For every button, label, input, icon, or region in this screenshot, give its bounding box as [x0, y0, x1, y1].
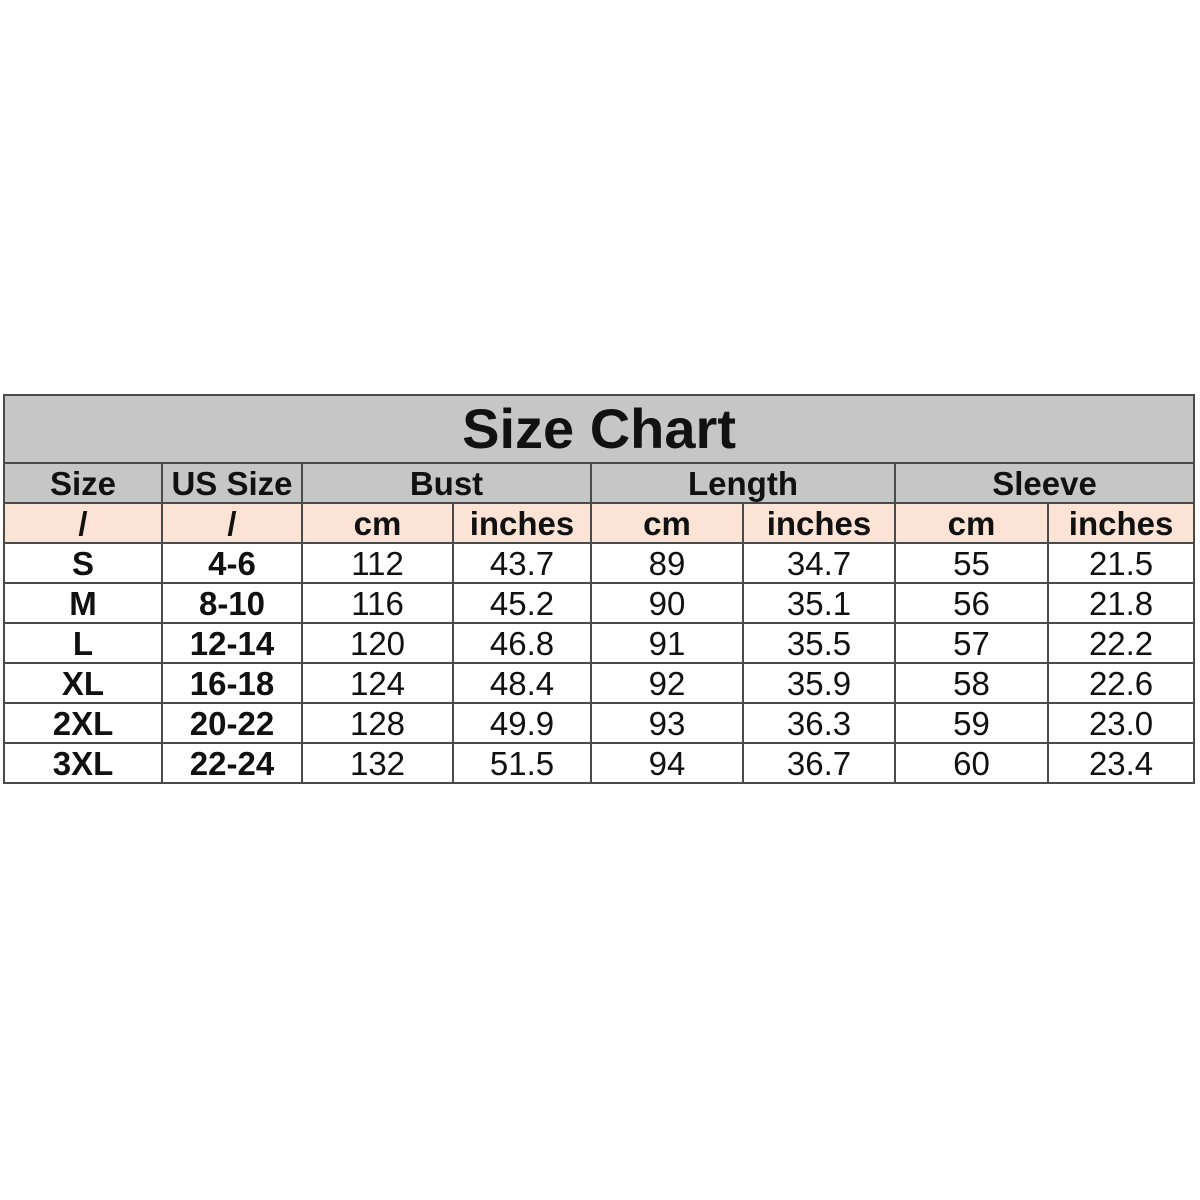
table-row — [4, 743, 1194, 783]
table-cell: XL — [4, 663, 162, 703]
table-cell: 59 — [895, 703, 1048, 743]
table-cell: 132 — [302, 743, 453, 783]
table-cell: 2XL — [4, 703, 162, 743]
unit-row — [4, 503, 1194, 543]
table-cell: 49.9 — [453, 703, 591, 743]
table-cell: 12-14 — [162, 623, 302, 663]
table-cell: 36.3 — [743, 703, 895, 743]
table-cell: 55 — [895, 543, 1048, 583]
header-length: Length — [591, 463, 895, 503]
table-cell: L — [4, 623, 162, 663]
table-cell: 90 — [591, 583, 743, 623]
table-cell: 34.7 — [743, 543, 895, 583]
unit-cell: cm — [302, 503, 453, 543]
header-bust: Bust — [302, 463, 591, 503]
unit-cell: inches — [743, 503, 895, 543]
table-cell: 36.7 — [743, 743, 895, 783]
table-cell: 56 — [895, 583, 1048, 623]
size-chart — [3, 394, 1195, 812]
size-chart-table — [3, 394, 1195, 784]
table-cell: 8-10 — [162, 583, 302, 623]
table-cell: 3XL — [4, 743, 162, 783]
table-cell: 16-18 — [162, 663, 302, 703]
table-cell: 91 — [591, 623, 743, 663]
table-cell: 22.2 — [1048, 623, 1194, 663]
table-cell: 35.5 — [743, 623, 895, 663]
unit-cell: / — [162, 503, 302, 543]
table-row — [4, 703, 1194, 743]
unit-cell: cm — [591, 503, 743, 543]
table-cell: 60 — [895, 743, 1048, 783]
table-cell: 20-22 — [162, 703, 302, 743]
table-cell: 4-6 — [162, 543, 302, 583]
table-row — [4, 543, 1194, 583]
table-cell: 35.1 — [743, 583, 895, 623]
table-cell: 22.6 — [1048, 663, 1194, 703]
table-row — [4, 663, 1194, 703]
table-cell: S — [4, 543, 162, 583]
table-cell: 46.8 — [453, 623, 591, 663]
table-cell: 128 — [302, 703, 453, 743]
table-cell: 120 — [302, 623, 453, 663]
header-sleeve: Sleeve — [895, 463, 1194, 503]
table-cell: M — [4, 583, 162, 623]
table-cell: 45.2 — [453, 583, 591, 623]
header-us-size: US Size — [162, 463, 302, 503]
table-cell: 93 — [591, 703, 743, 743]
unit-cell: inches — [1048, 503, 1194, 543]
table-cell: 116 — [302, 583, 453, 623]
table-cell: 51.5 — [453, 743, 591, 783]
table-cell: 58 — [895, 663, 1048, 703]
unit-cell: / — [4, 503, 162, 543]
table-cell: 21.8 — [1048, 583, 1194, 623]
table-cell: 112 — [302, 543, 453, 583]
table-row — [4, 583, 1194, 623]
title-row — [4, 395, 1194, 463]
table-cell: 35.9 — [743, 663, 895, 703]
table-cell: 48.4 — [453, 663, 591, 703]
table-cell: 22-24 — [162, 743, 302, 783]
table-cell: 124 — [302, 663, 453, 703]
table-cell: 92 — [591, 663, 743, 703]
table-cell: 57 — [895, 623, 1048, 663]
header-size: Size — [4, 463, 162, 503]
header-row — [4, 463, 1194, 503]
table-cell: 23.0 — [1048, 703, 1194, 743]
chart-title: Size Chart — [4, 395, 1194, 463]
table-cell: 89 — [591, 543, 743, 583]
table-cell: 23.4 — [1048, 743, 1194, 783]
table-row — [4, 623, 1194, 663]
unit-cell: cm — [895, 503, 1048, 543]
table-cell: 21.5 — [1048, 543, 1194, 583]
unit-cell: inches — [453, 503, 591, 543]
table-cell: 94 — [591, 743, 743, 783]
table-cell: 43.7 — [453, 543, 591, 583]
